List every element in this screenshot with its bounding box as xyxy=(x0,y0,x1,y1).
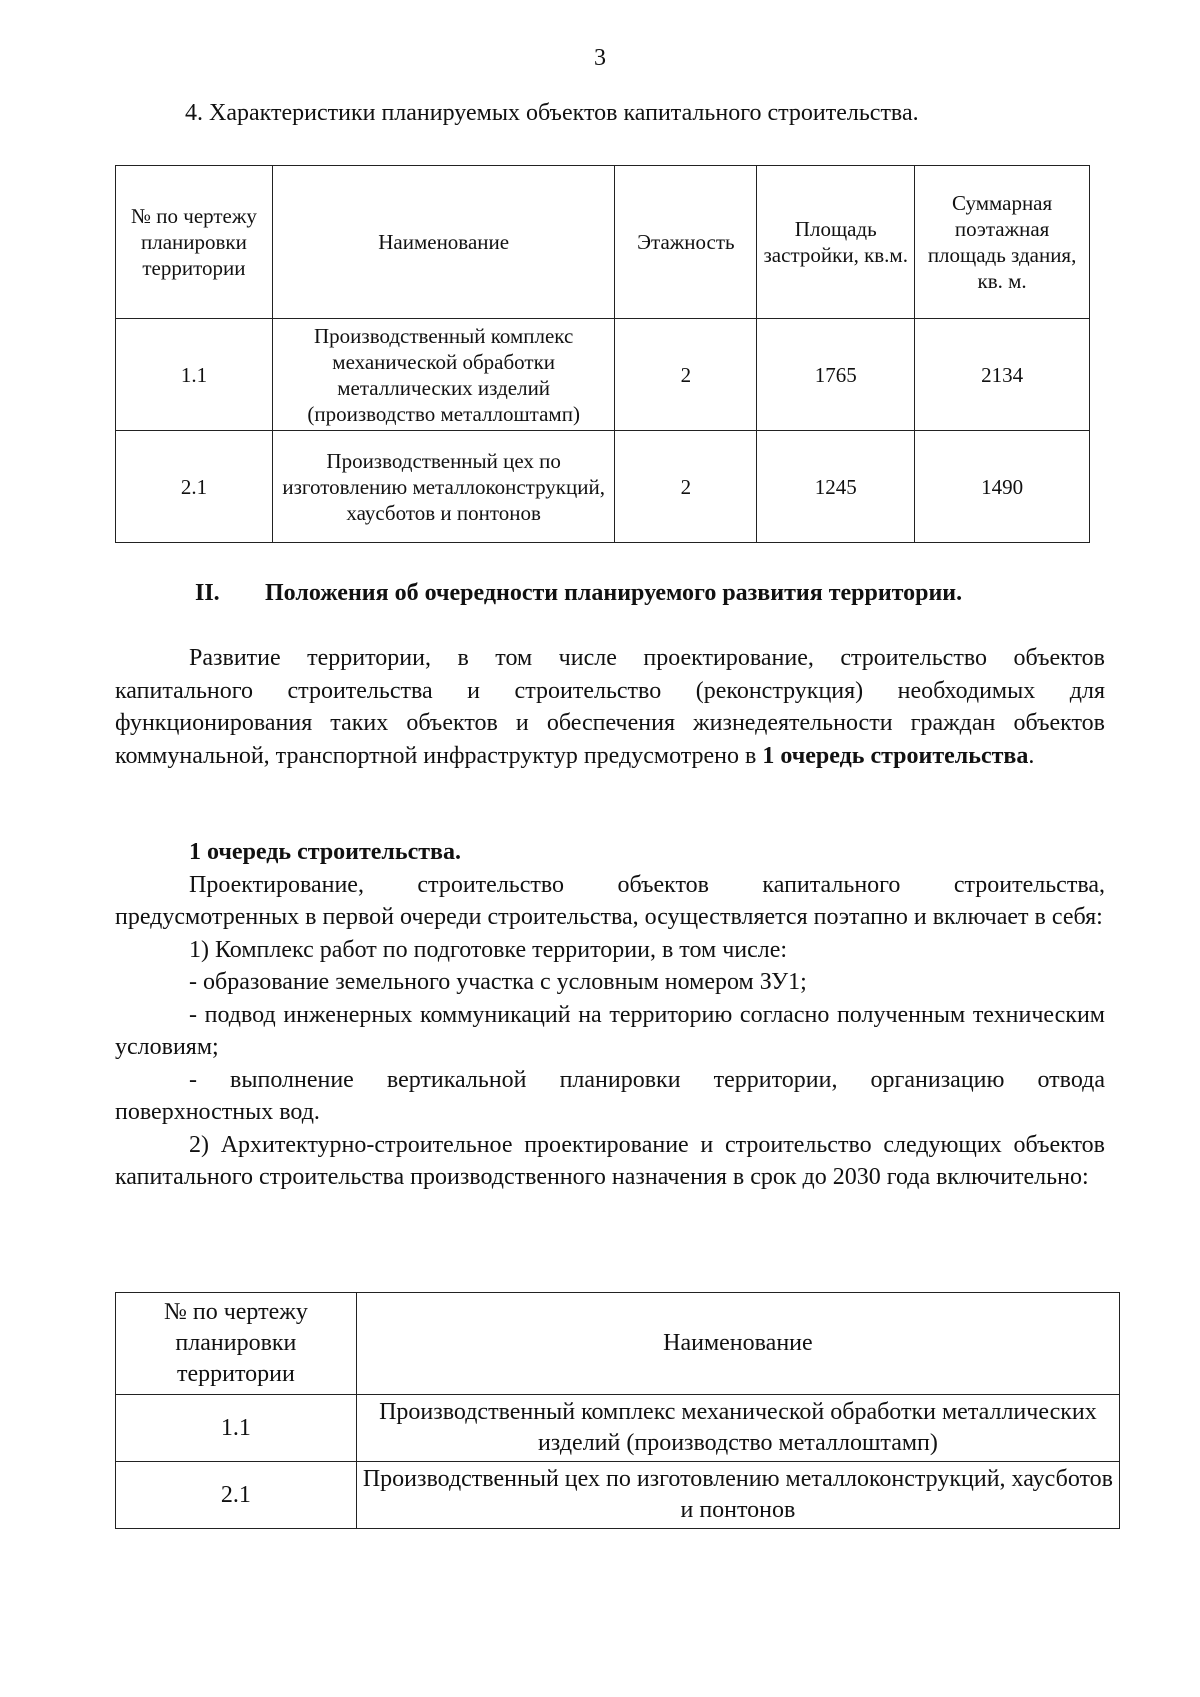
table-header-row xyxy=(116,166,1090,319)
cell-number: 1.1 xyxy=(116,319,273,431)
cell-number: 2.1 xyxy=(116,431,273,543)
section2-heading xyxy=(195,580,962,607)
table-row xyxy=(116,319,1090,431)
table-row xyxy=(116,431,1090,543)
cell-number: 1.1 xyxy=(116,1395,357,1462)
cell-name: Производственный цех по изготовлению металлоконструкций, хаусботов и понтонов xyxy=(272,431,615,543)
cell-name: Производственный комплекс механической обработки металлических изделий (производство металлоштамп) xyxy=(356,1395,1119,1462)
cell-name: Производственный комплекс механической обработки металлических изделий (производство металлоштамп) xyxy=(272,319,615,431)
cell-floors: 2 xyxy=(615,431,757,543)
item-2: 2) Архитектурно-строительное проектирование и строительство следующих объектов капитального строительства производственного назначения в срок до 2030 года включительно: xyxy=(115,1131,1105,1190)
page-number: 3 xyxy=(594,45,606,71)
stage-title: 1 очередь строительства. xyxy=(189,839,461,865)
col-header-total-area: Суммарная поэтажная площадь здания, кв. м. xyxy=(915,166,1090,319)
col-header-area: Площадь застройки, кв.м. xyxy=(757,166,915,319)
col-header-name: Наименование xyxy=(356,1293,1119,1395)
section4-title: 4. Характеристики планируемых объектов капитального строительства. xyxy=(185,100,919,126)
bullet-item: - подвод инженерных коммуникаций на территорию согласно полученным техническим условиям; xyxy=(115,1001,1105,1060)
section2-title: Положения об очередности планируемого развития территории. xyxy=(265,580,963,606)
stage-text: Проектирование, строительство объектов капитального строительства, предусмотренных в первой очереди строительства, осуществляется поэтапно и включает в себя: xyxy=(115,871,1105,930)
cell-total-area: 2134 xyxy=(915,319,1090,431)
cell-total-area: 1490 xyxy=(915,431,1090,543)
intro-paragraph xyxy=(115,642,1105,772)
col-header-name: Наименование xyxy=(272,166,615,319)
intro-bold: 1 очередь строительства xyxy=(762,742,1029,769)
col-header-floors: Этажность xyxy=(615,166,757,319)
item-1: 1) Комплекс работ по подготовке территории, в том числе: xyxy=(189,936,788,963)
section2-number: II. xyxy=(195,580,220,606)
intro-end: . xyxy=(1028,742,1035,769)
bullet-item: - образование земельного участка с условным номером ЗУ1; xyxy=(189,969,807,995)
table-header-row xyxy=(116,1293,1120,1395)
cell-area: 1765 xyxy=(757,319,915,431)
stage-block xyxy=(115,836,1105,1194)
table-row xyxy=(116,1462,1120,1529)
cell-name: Производственный цех по изготовлению металлоконструкций, хаусботов и понтонов xyxy=(356,1462,1119,1529)
stage-objects-table xyxy=(115,1292,1120,1529)
table-row xyxy=(116,1395,1120,1462)
bullet-item: - выполнение вертикальной планировки территории, организацию отвода поверхностных вод. xyxy=(115,1066,1105,1125)
cell-area: 1245 xyxy=(757,431,915,543)
cell-number: 2.1 xyxy=(116,1462,357,1529)
col-header-number: № по чертежу планировки территории xyxy=(116,166,273,319)
cell-floors: 2 xyxy=(615,319,757,431)
intro-text: Развитие территории, в том числе проектирование, строительство объектов капитального строительства и строительство (реконструкция) необходимых для функционирования таких объектов и обеспечения жизнедеятельности граждан объектов коммунальной, транспортной инфраструктур предусмотрено в xyxy=(115,645,1105,769)
characteristics-table xyxy=(115,165,1090,543)
col-header-number: № по чертежу планировки территории xyxy=(116,1293,357,1395)
